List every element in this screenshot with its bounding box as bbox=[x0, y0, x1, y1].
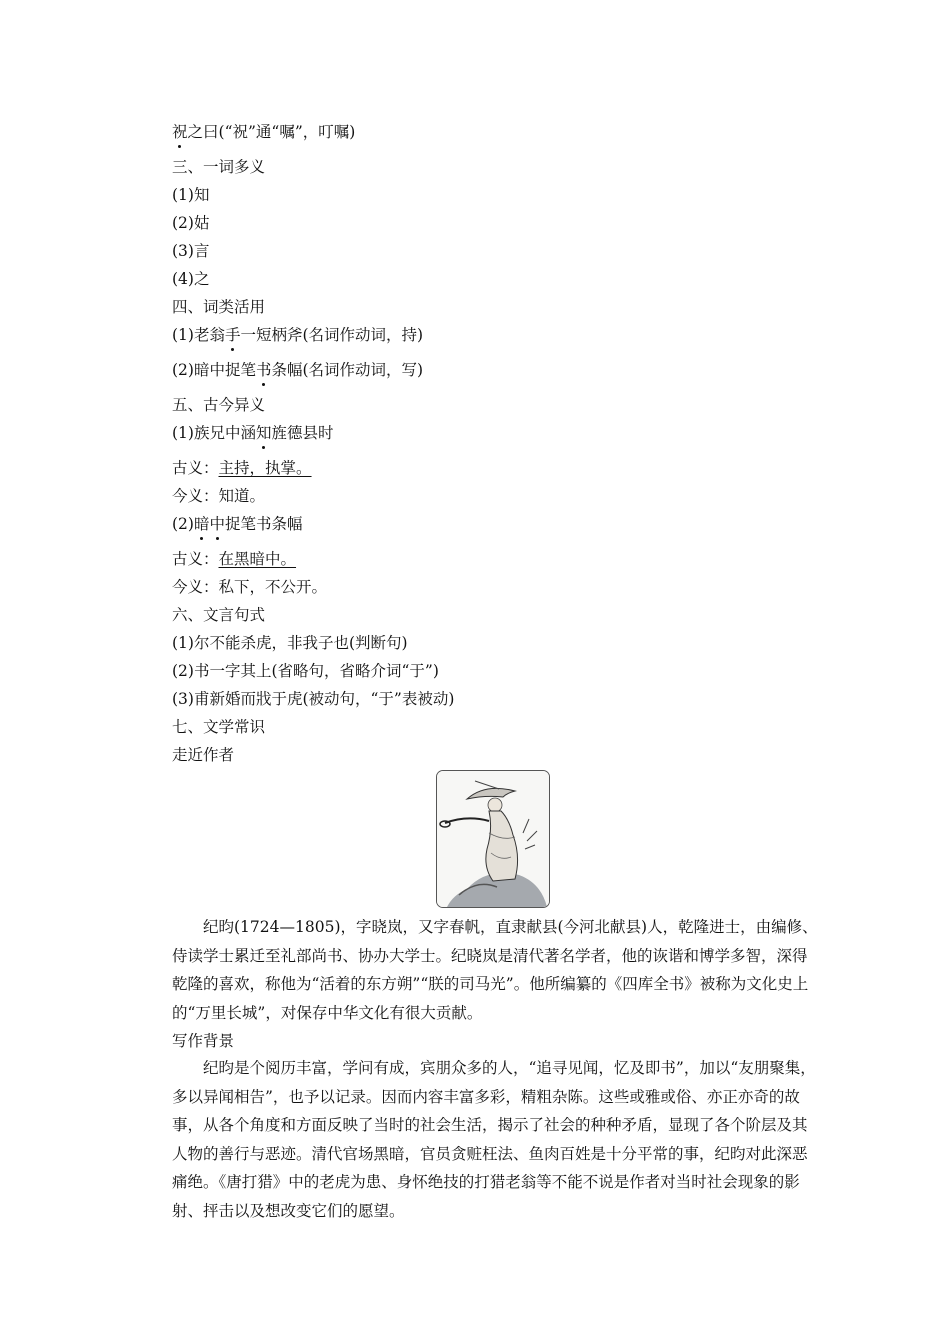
text-part: (2) bbox=[172, 515, 194, 533]
emphasis-char: 手 bbox=[224, 326, 241, 344]
section-3-heading: 三、一词多义 bbox=[172, 158, 266, 176]
section-5-heading: 五、古今异义 bbox=[172, 396, 266, 414]
sentence-pattern-item: (3)甫新婚而戕于虎(被动句，“于”表被动) bbox=[172, 690, 455, 708]
answer-underlined: 在黑暗中。 bbox=[218, 550, 297, 568]
label: 古义： bbox=[172, 550, 219, 568]
word-class-item-2 bbox=[172, 360, 423, 380]
polysemy-item: (1)知 bbox=[172, 186, 210, 204]
emphasis-char: 祝 bbox=[172, 123, 188, 141]
author-paragraph: 纪昀(1724—1805)，字晓岚，又字春帆，直隶献县(今河北献县)人，乾隆进士，由编修、侍读学士累迁至礼部尚书、协办大学士。纪晓岚是清代著名学者，他的诙谐和博学多智，深得乾隆的喜欢，称他为“活着的东方朔”“朕的司马光”。他所编纂的《四库全书》被称为文化史上的“万里长城”，对保存中华文化有很大贡献。 bbox=[172, 918, 818, 1022]
ancient-meaning-2 bbox=[172, 549, 296, 569]
sentence-pattern-item: (2)书一字其上(省略句，省略介词“于”) bbox=[172, 662, 439, 680]
ancient-meaning-1 bbox=[172, 458, 321, 478]
polysemy-item: (2)姑 bbox=[172, 214, 210, 232]
word-class-item-1 bbox=[172, 325, 423, 345]
author-heading: 走近作者 bbox=[172, 746, 235, 764]
text-part: 捉笔书条幅 bbox=[225, 515, 303, 533]
author-portrait bbox=[436, 770, 550, 908]
text-part: 条幅(名词作动词，写) bbox=[271, 361, 424, 379]
sentence-pattern-item: (1)尔不能杀虎，非我子也(判断句) bbox=[172, 634, 408, 652]
emphasis-char: 书 bbox=[255, 361, 272, 379]
section-6-heading: 六、文言句式 bbox=[172, 606, 266, 624]
zhu-note-line bbox=[172, 122, 355, 142]
portrait-illustration-icon bbox=[437, 771, 549, 907]
emphasis-char: 知 bbox=[255, 424, 272, 442]
text-part: (2)暗中捉笔 bbox=[172, 361, 256, 379]
text-part: (1)老翁 bbox=[172, 326, 225, 344]
answer-underlined: 主持，执掌。 bbox=[218, 459, 312, 477]
background-heading: 写作背景 bbox=[172, 1032, 235, 1050]
modern-meaning-1: 今义：知道。 bbox=[172, 487, 266, 505]
modern-meaning-2: 今义：私下，不公开。 bbox=[172, 578, 328, 596]
section-4-heading: 四、词类活用 bbox=[172, 298, 266, 316]
emphasis-char: 中 bbox=[209, 515, 225, 533]
section-7-heading: 七、文学常识 bbox=[172, 718, 266, 736]
zhu-note-text: 之曰(“祝”通“嘱”，叮嘱) bbox=[187, 123, 356, 141]
ancient-modern-item-1 bbox=[172, 423, 334, 443]
polysemy-item: (3)言 bbox=[172, 242, 210, 260]
label: 古义： bbox=[172, 459, 219, 477]
polysemy-item: (4)之 bbox=[172, 270, 210, 288]
ancient-modern-item-2 bbox=[172, 514, 303, 534]
text-part: 旌德县时 bbox=[271, 424, 334, 442]
text-part: 一短柄斧(名词作动词，持) bbox=[240, 326, 424, 344]
emphasis-char: 暗 bbox=[193, 515, 210, 533]
text-part: (1)族兄中涵 bbox=[172, 424, 256, 442]
background-paragraph: 纪昀是个阅历丰富，学问有成，宾朋众多的人，“追寻见闻，忆及即书”，加以“友朋聚集，多以异闻相告”，也予以记录。因而内容丰富多彩，精粗杂陈。这些或雅或俗、亦正亦奇的故事，从各个角度和方面反映了当时的社会生活，揭示了社会的种种矛盾，显现了各个阶层及其人物的善行与恶迹。清代官场黑暗，官员贪赃枉法、鱼肉百姓是十分平常的事，纪昀对此深恶痛绝。《唐打猎》中的老虎为患、身怀绝技的打猎老翁等不能不说是作者对当时社会现象的影射、抨击以及想改变它们的愿望。 bbox=[172, 1059, 816, 1220]
